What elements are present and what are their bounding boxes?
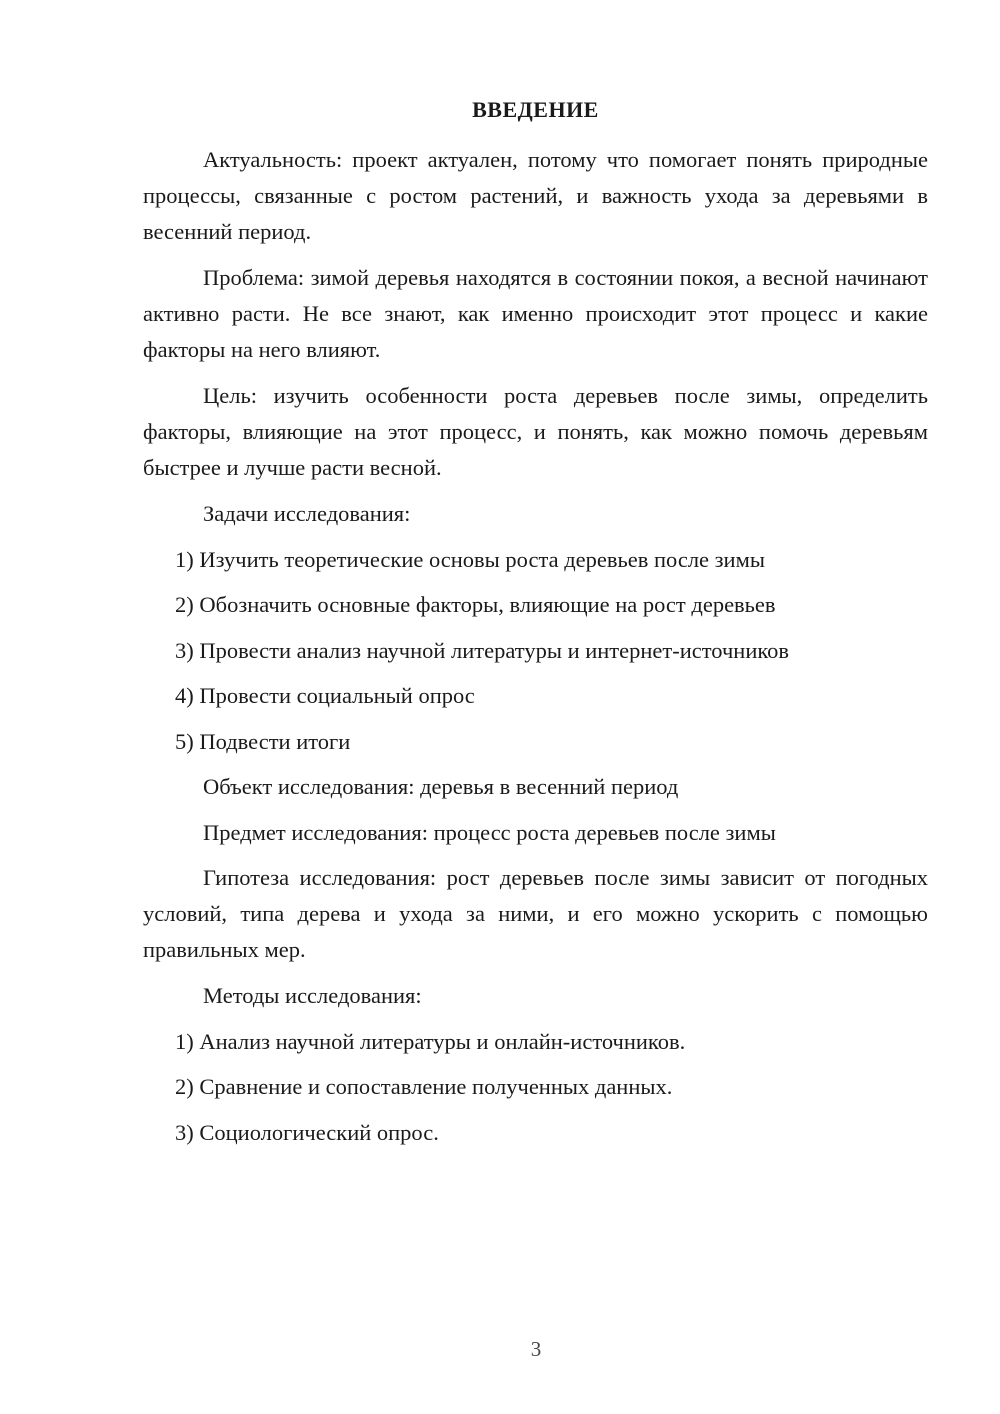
list-item: 1) Изучить теоретические основы роста деревьев после зимы [175, 546, 765, 572]
page-content [143, 92, 928, 1160]
goal-paragraph: Цель: изучить особенности роста деревьев после зимы, определить факторы, влияющие на этот процесс, и понять, как можно помочь деревьям быстрее и лучше расти весной. [143, 383, 928, 480]
methods-list [143, 1024, 928, 1151]
list-item: 2) Обозначить основные факторы, влияющие на рост деревьев [175, 592, 776, 617]
tasks-title: Задачи исследования: [203, 501, 411, 526]
list-item: 3) Провести анализ научной литературы и интернет-источников [175, 637, 790, 663]
list-item: 2) Сравнение и сопоставление полученных данных. [175, 1074, 673, 1099]
page-number-footer [0, 1334, 1000, 1364]
subject-statement: Предмет исследования: процесс роста деревьев после зимы [203, 819, 776, 845]
list-item: 4) Провести социальный опрос [175, 683, 475, 708]
list-item: 5) Подвести итоги [175, 728, 351, 754]
relevance-paragraph: Актуальность: проект актуален, потому что помогает понять природные процессы, связанные с ростом растений, и важность ухода за деревьями в весенний период. [143, 147, 928, 244]
problem-paragraph: Проблема: зимой деревья находятся в состоянии покоя, а весной начинают активно расти. Не все знают, как именно происходит этот процесс и какие факторы на него влияют. [143, 265, 928, 362]
page-number: 3 [530, 1337, 542, 1361]
hypothesis-paragraph: Гипотеза исследования: рост деревьев после зимы зависит от погодных условий, типа дерева и ухода за ними, и его можно ускорить с помощью правильных мер. [143, 865, 928, 962]
tasks-list [143, 542, 928, 760]
methods-title: Методы исследования: [203, 983, 422, 1008]
object-statement: Объект исследования: деревья в весенний период [203, 774, 679, 799]
section-heading: ВВЕДЕНИЕ [472, 97, 599, 122]
list-item: 3) Социологический опрос. [175, 1119, 439, 1145]
list-item: 1) Анализ научной литературы и онлайн-источников. [175, 1028, 686, 1054]
